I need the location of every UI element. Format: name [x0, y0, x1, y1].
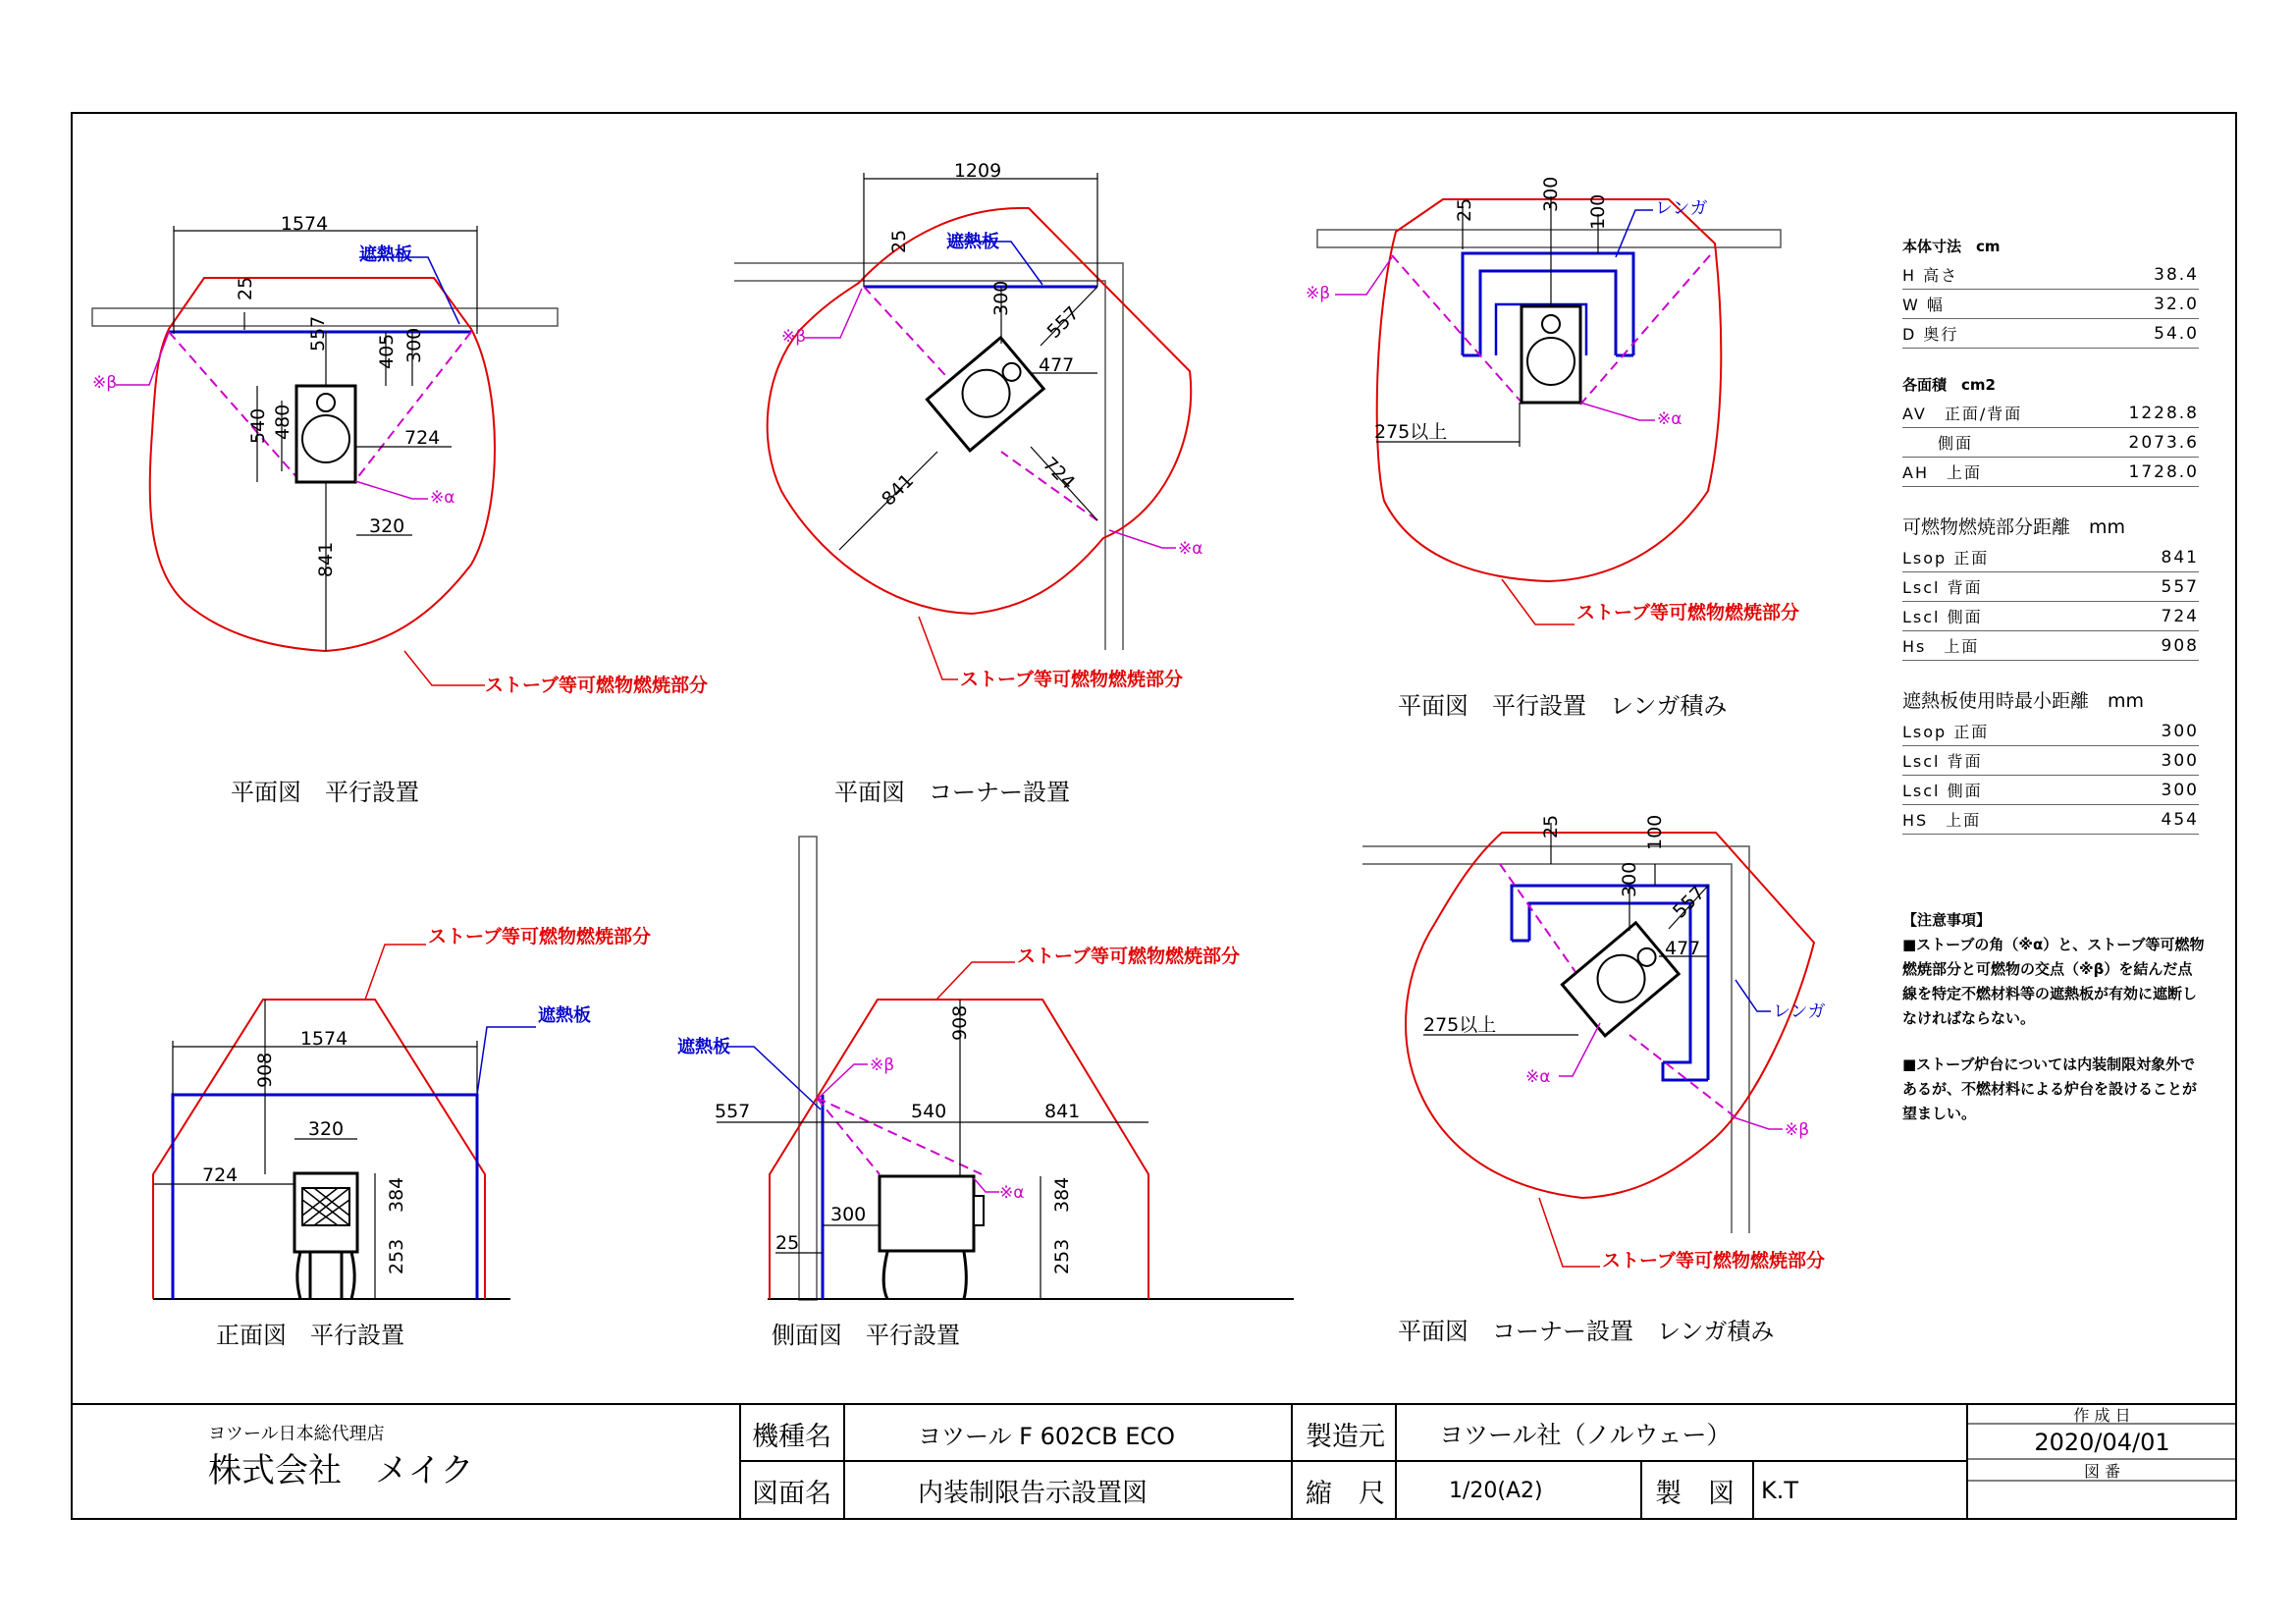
spec-section-title: 本体寸法 cm: [1902, 238, 2001, 255]
wall: [1362, 861, 1732, 1233]
dim-text: 275以上: [1423, 1014, 1497, 1036]
alpha-label: ※α: [1178, 539, 1203, 559]
dim-text: 300: [403, 327, 425, 363]
dim-text: 300: [1540, 176, 1562, 212]
guide-line: [817, 1098, 880, 1174]
dim-text: 724: [1038, 453, 1080, 494]
stove-plan: [1522, 306, 1580, 403]
dim-text: 25: [775, 1232, 800, 1254]
note-item: ■ストーブ炉台については内装制限対象外であるが、不燃材料による炉台を設けることが望ましい。: [1902, 1055, 2198, 1122]
guide-line: [1392, 255, 1523, 405]
dim-text: 557: [1668, 882, 1710, 923]
dim-text: 384: [386, 1176, 407, 1213]
dim-text: 557: [715, 1101, 751, 1122]
dim-text: 25: [1454, 197, 1475, 222]
drawing-number-value: [1967, 1483, 2237, 1518]
drafter-label: 製 図: [1655, 1478, 1735, 1509]
combustible-label: ストーブ等可燃物燃焼部分: [1576, 602, 1800, 623]
spec-row: Lscl 背面 557: [1902, 572, 2199, 602]
spec-row: H 高さ 38.4: [1902, 260, 2199, 290]
combustible-label: ストーブ等可燃物燃焼部分: [960, 669, 1184, 690]
dim-text: 300: [990, 280, 1012, 316]
combustible-label: ストーブ等可燃物燃焼部分: [485, 675, 709, 696]
dimension-lines: [1423, 823, 1708, 1035]
dim-text: 1209: [953, 160, 1002, 182]
scale-value: 1/20(A2): [1449, 1478, 1543, 1503]
combustible-label: ストーブ等可燃物燃焼部分: [1602, 1250, 1826, 1271]
maker-value: ヨツール社（ノルウェー）: [1439, 1421, 1732, 1449]
view-caption: 正面図 平行設置: [216, 1322, 404, 1349]
spec-row: W 幅 32.0: [1902, 290, 2199, 319]
spec-section-title: 各面積 cm2: [1902, 376, 1996, 394]
stove-front: [294, 1173, 357, 1299]
dim-text: 480: [272, 404, 294, 440]
stove-plan: [296, 386, 355, 482]
spec-row: 側面 2073.6: [1902, 428, 2199, 458]
scale-label: 縮 尺: [1306, 1478, 1385, 1509]
dim-text: 320: [307, 1118, 345, 1140]
alpha-label: ※α: [1525, 1067, 1551, 1087]
view-caption: 側面図 平行設置: [772, 1322, 960, 1349]
drawing-name-label: 図面名: [752, 1478, 831, 1509]
dim-text: 100: [1644, 814, 1666, 850]
company-name: 株式会社 メイク: [208, 1451, 474, 1490]
spec-row: HS 上面 454: [1902, 805, 2199, 835]
dim-text: 908: [254, 1052, 276, 1088]
date-label: 作 成 日: [2073, 1405, 2131, 1425]
dim-text: 25: [1540, 814, 1562, 839]
dim-text: 1574: [280, 213, 329, 235]
drawing-name-value: 内装制限告示設置図: [918, 1478, 1148, 1508]
dim-text: 841: [877, 469, 919, 511]
spec-row: D 奥行 54.0: [1902, 319, 2199, 349]
guide-line: [1580, 255, 1710, 405]
stove-plan: [927, 338, 1043, 451]
dim-text: 100: [1587, 193, 1609, 230]
combustible-label: ストーブ等可燃物燃焼部分: [428, 926, 652, 947]
dim-text: 557: [1042, 301, 1084, 344]
combustible-zone: [770, 1000, 1148, 1299]
spec-row: AV 正面/背面 1228.8: [1902, 399, 2199, 428]
dim-text: 1574: [299, 1028, 348, 1050]
dim-text: 724: [404, 427, 441, 449]
spec-row: Hs 上面 908: [1902, 631, 2199, 661]
dim-text: 557: [307, 315, 329, 352]
model-label: 機種名: [752, 1421, 831, 1452]
maker-label: 製造元: [1306, 1421, 1385, 1452]
dim-text: 540: [247, 407, 269, 444]
dim-text: 724: [202, 1164, 239, 1186]
stove-side: [880, 1176, 984, 1299]
front-parallel-view: [153, 925, 651, 1349]
dim-text: 25: [235, 276, 256, 300]
plan-corner-view: [734, 160, 1202, 806]
shield-label: 遮熱板: [946, 232, 999, 252]
note-item: ■ストーブの角（※α）と、ストーブ等可燃物燃焼部分と可燃物の交点（※β）を結んだ点線を特定不燃材料等の遮熱板が有効に遮断しなければならない。: [1902, 936, 2205, 1027]
view-caption: 平面図 平行設置: [231, 779, 419, 806]
guide-line: [1629, 1035, 1735, 1117]
dim-text: 275以上: [1374, 421, 1448, 443]
shield-label: 遮熱板: [677, 1037, 730, 1057]
alpha-label: ※α: [1657, 409, 1682, 429]
dim-text: 300: [1619, 861, 1640, 897]
dim-text: 477: [1665, 938, 1701, 959]
stove-plan: [1562, 923, 1679, 1036]
dim-text: 540: [911, 1101, 947, 1122]
brick-label: レンガ: [1773, 1001, 1826, 1022]
alpha-label: ※α: [430, 488, 455, 508]
dim-text: 25: [888, 229, 910, 253]
view-caption: 平面図 平行設置 レンガ積み: [1398, 692, 1728, 720]
view-caption: 平面図 コーナー設置: [834, 779, 1070, 806]
notes: [1902, 908, 2207, 1148]
model-value: ヨツール F 602CB ECO: [918, 1422, 1176, 1450]
guide-line: [817, 1098, 982, 1174]
wall: [799, 837, 817, 1300]
drawing-number-label: 図 番: [2083, 1461, 2121, 1481]
dim-text: 841: [1044, 1101, 1081, 1122]
spec-row: Lsop 正面 841: [1902, 543, 2199, 572]
plan-corner-brick-view: [1362, 815, 1826, 1345]
plan-parallel-view: [92, 213, 708, 806]
beta-label: ※β: [870, 1055, 895, 1075]
spec-row: Lsop 正面 300: [1902, 717, 2199, 746]
notes-title: 【注意事項】: [1902, 911, 1992, 929]
dim-text: 253: [1051, 1238, 1073, 1274]
dim-text: 405: [376, 333, 398, 369]
beta-label: ※β: [781, 327, 807, 347]
agency-label: ヨツール日本総代理店: [208, 1424, 385, 1444]
dim-text: 477: [1039, 354, 1075, 376]
shield-label: 遮熱板: [359, 244, 412, 265]
shield-label: 遮熱板: [538, 1005, 591, 1026]
drafter-value: K.T: [1761, 1477, 1799, 1504]
spec-row: Lscl 背面 300: [1902, 746, 2199, 776]
spec-row: AH 上面 1728.0: [1902, 458, 2199, 487]
side-parallel-view: [677, 837, 1294, 1349]
dim-text: 300: [830, 1204, 867, 1225]
spec-section-title: 遮熱板使用時最小距離 mm: [1902, 690, 2145, 712]
spec-row: Lscl 側面 724: [1902, 602, 2199, 631]
dim-text: 384: [1051, 1176, 1073, 1213]
beta-label: ※β: [1785, 1120, 1810, 1140]
plan-parallel-brick-view: [1306, 177, 1799, 720]
dim-text: 253: [386, 1238, 407, 1274]
date-value: 2020/04/01: [2034, 1429, 2170, 1456]
dim-text: 841: [315, 541, 337, 577]
beta-label: ※β: [92, 373, 118, 393]
beta-label: ※β: [1306, 284, 1331, 303]
combustible-label: ストーブ等可燃物燃焼部分: [1017, 946, 1241, 967]
spec-table: [1902, 224, 2199, 835]
view-caption: 平面図 コーナー設置 レンガ積み: [1398, 1318, 1775, 1345]
brick-label: レンガ: [1655, 198, 1708, 219]
dim-text: 320: [369, 515, 405, 537]
spec-section-title: 可燃物燃焼部分距離 mm: [1902, 516, 2126, 538]
dim-text: 908: [949, 1004, 971, 1041]
alpha-label: ※α: [999, 1183, 1025, 1203]
spec-row: Lscl 側面 300: [1902, 776, 2199, 805]
dimension-lines: [717, 1000, 1148, 1299]
